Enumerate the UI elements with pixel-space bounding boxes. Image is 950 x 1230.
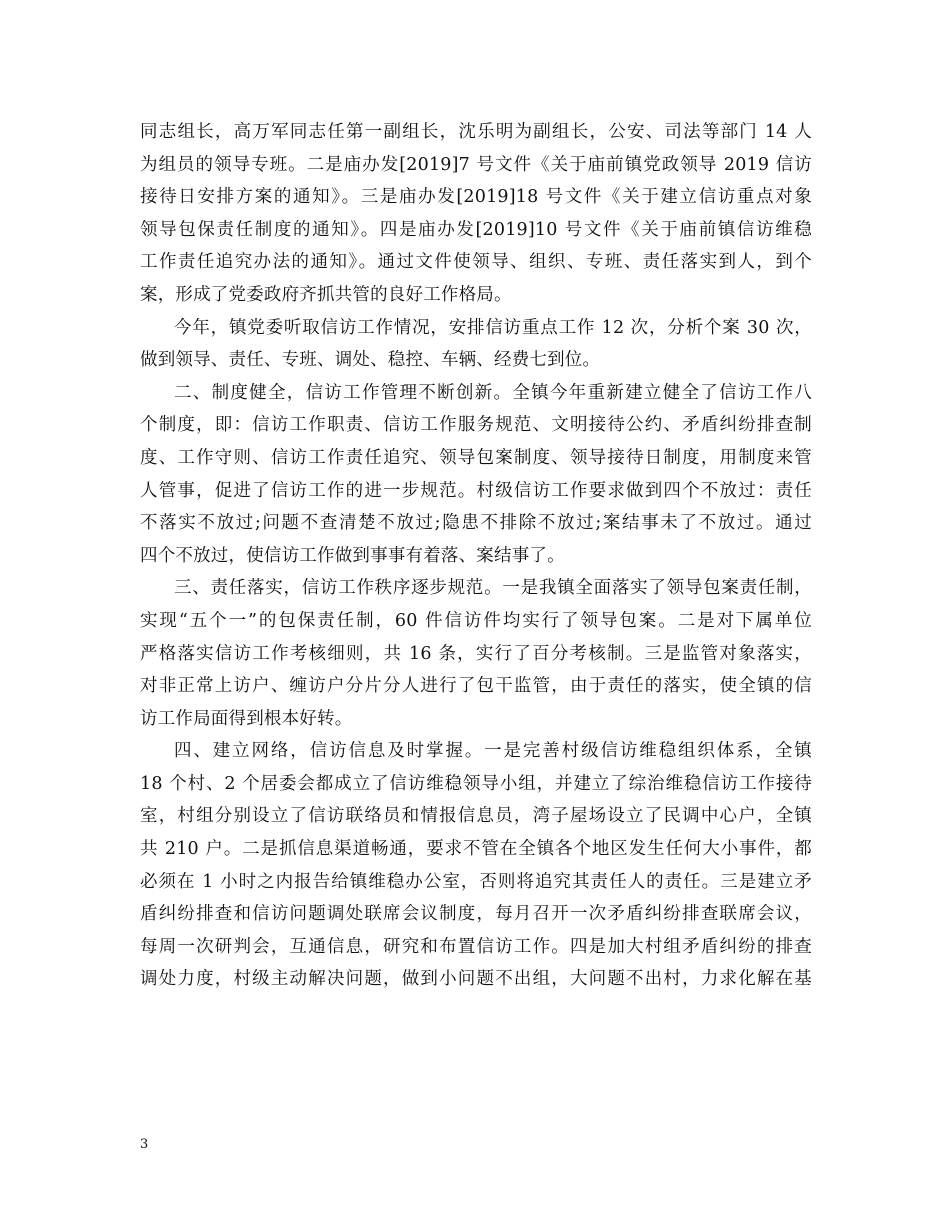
text-line: 案，形成了党委政府齐抓共管的良好工作格局。 (140, 284, 512, 305)
text-line: 同志组长，高万军同志任第一副组长，沈乐明为副组长，公安、司法等部门 14 人 (140, 122, 812, 142)
text-line: 调处力度，村级主动解决问题，做到小问题不出组，大问题不出村，力求化解在基 (140, 969, 812, 990)
text-line: 室，村组分别设立了信访联络员和情报信息员，湾子屋场设立了民调中心户，全镇 (140, 806, 812, 827)
text-line: 四个不放过，使信访工作做到事事有着落、案结事了。 (140, 545, 565, 566)
text-line: 严格落实信访工作考核细则，共 16 条，实行了百分考核制。三是监管对象落实， (140, 643, 812, 664)
body-text (140, 116, 812, 996)
text-line: 二、制度健全，信访工作管理不断创新。全镇今年重新建立健全了信访工作八 (174, 382, 812, 403)
text-line: 接待日安排方案的通知》。三是庙办发[2019]18 号文件《关于建立信访重点对象 (140, 187, 812, 208)
text-line: 对非正常上访户、缠访户分片分人进行了包干监管，由于责任的落实，使全镇的信 (140, 676, 812, 697)
text-line: 不落实不放过;问题不查清楚不放过;隐患不排除不放过;案结事未了不放过。通过 (140, 513, 812, 534)
page-number: 3 (140, 1137, 149, 1152)
text-line: 今年，镇党委听取信访工作情况，安排信访重点工作 12 次，分析个案 30 次， (174, 317, 812, 338)
text-line: 四、建立网络，信访信息及时掌握。一是完善村级信访维稳组织体系，全镇 (174, 741, 812, 762)
text-line: 做到领导、责任、专班、调处、稳控、车辆、经费七到位。 (140, 350, 601, 371)
text-line: 三、责任落实，信访工作秩序逐步规范。一是我镇全面落实了领导包案责任制， (174, 578, 812, 599)
text-line: 工作责任追究办法的通知》。通过文件使领导、组织、专班、责任落实到人，到个 (140, 252, 812, 273)
text-line: 领导包保责任制度的通知》。四是庙办发[2019]10 号文件《关于庙前镇信访维稳 (140, 219, 812, 240)
text-line: 度、工作守则、信访工作责任追究、领导包案制度、领导接待日制度，用制度来管 (140, 447, 812, 468)
text-line: 必须在 1 小时之内报告给镇维稳办公室，否则将追究其责任人的责任。三是建立矛 (140, 871, 812, 892)
text-line: 访工作局面得到根本好转。 (140, 708, 353, 729)
text-line: 18 个村、2 个居委会都成立了信访维稳领导小组，并建立了综治维稳信访工作接待 (140, 773, 812, 794)
text-line: 实现“五个一”的包保责任制，60 件信访件均实行了领导包案。二是对下属单位 (140, 610, 812, 631)
text-line: 共 210 户。二是抓信息渠道畅通，要求不管在全镇各个地区发生任何大小事件，都 (140, 839, 812, 860)
text-line: 为组员的领导专班。二是庙办发[2019]7 号文件《关于庙前镇党政领导 2019 信访 (140, 154, 812, 175)
text-line: 个制度，即：信访工作职责、信访工作服务规范、文明接待公约、矛盾纠纷排查制 (140, 415, 812, 436)
text-line: 盾纠纷排查和信访问题调处联席会议制度，每月召开一次矛盾纠纷排查联席会议， (140, 904, 812, 925)
text-line: 每周一次研判会，互通信息，研究和布置信访工作。四是加大村组矛盾纠纷的排查 (140, 936, 812, 957)
text-line: 人管事，促进了信访工作的进一步规范。村级信访工作要求做到四个不放过：责任 (140, 480, 812, 501)
